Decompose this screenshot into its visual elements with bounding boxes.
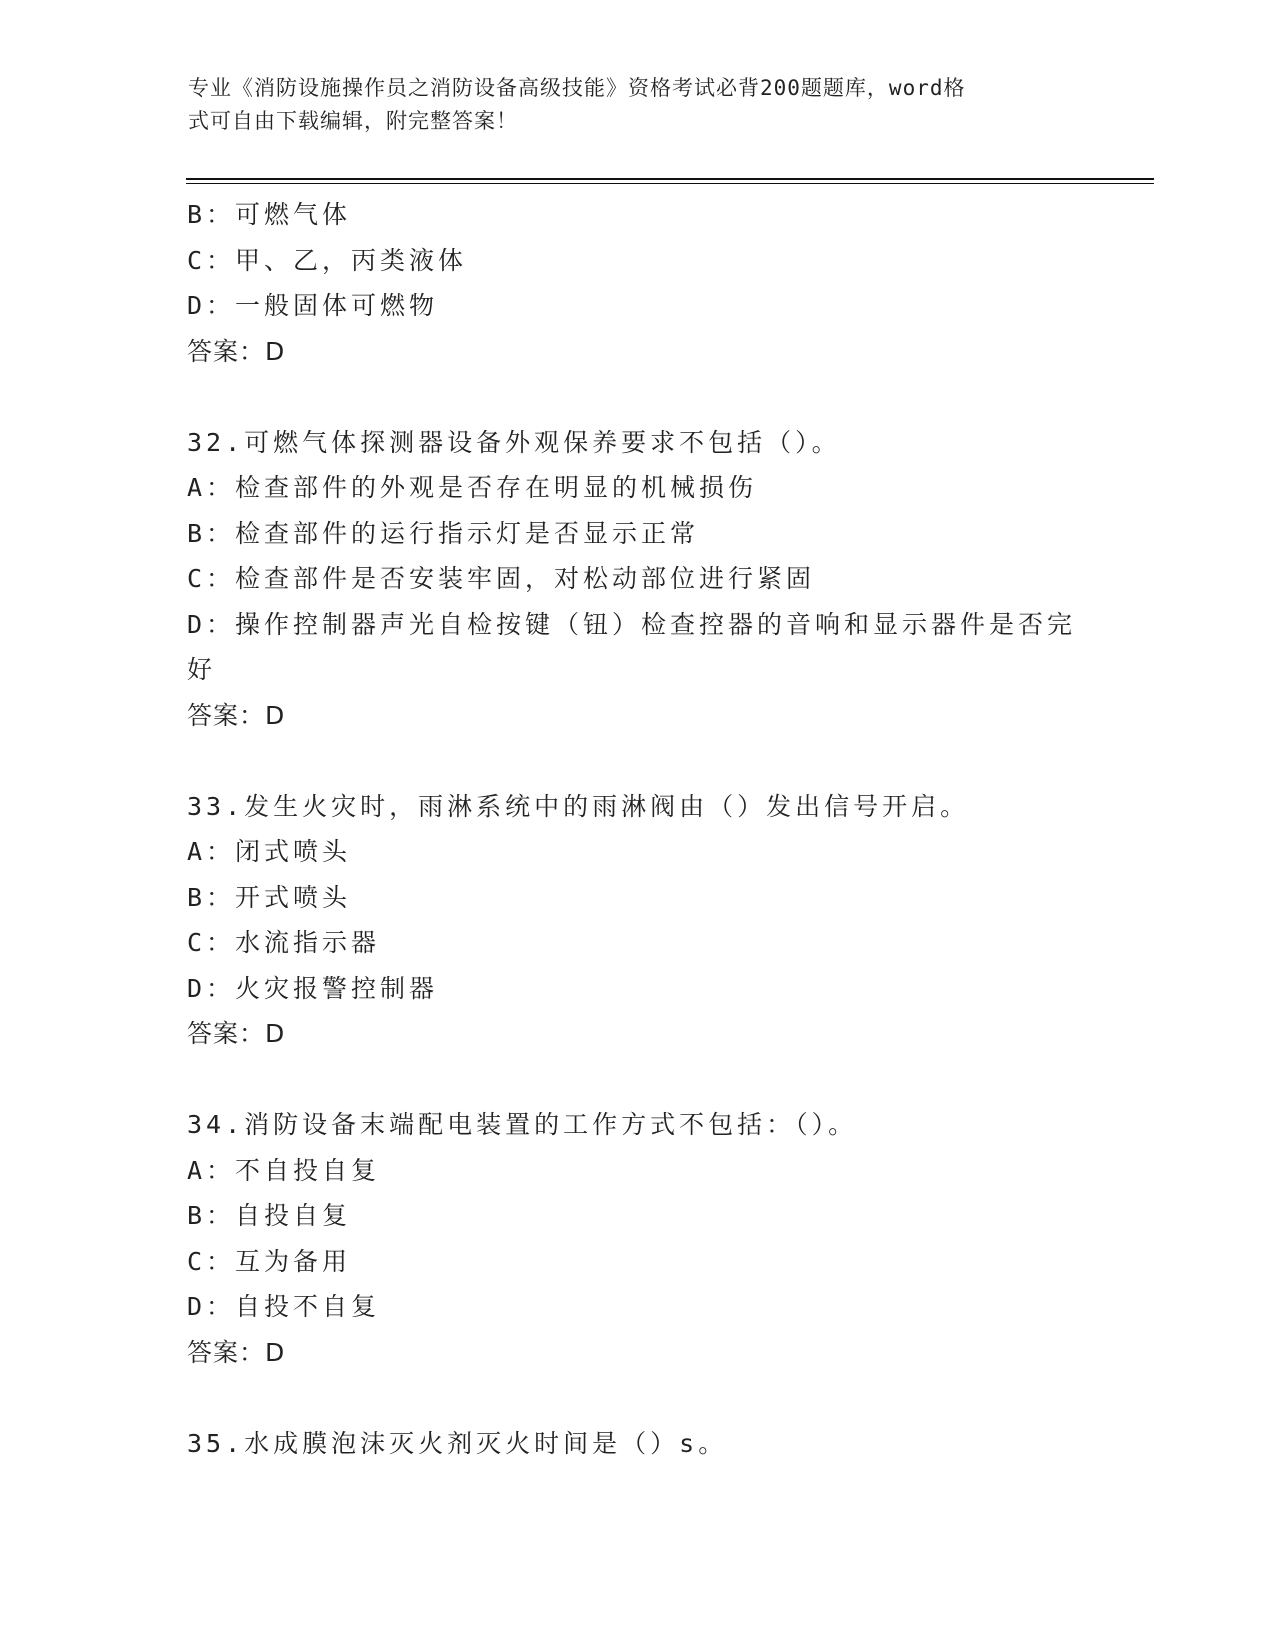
header-rule-thin	[186, 183, 1154, 184]
question-text: 34.消防设备末端配电装置的工作方式不包括：（）。	[187, 1110, 858, 1139]
question-text: 35.水成膜泡沫灭火剂灭火时间是（）s。	[187, 1428, 728, 1458]
option-a: A：检查部件的外观是否存在明显的机械损伤	[187, 473, 758, 502]
option-a: A：闭式喷头	[187, 837, 352, 866]
spacer	[187, 1057, 1087, 1103]
question-text: 32.可燃气体探测器设备外观保养要求不包括（）。	[187, 427, 841, 457]
spacer	[187, 374, 1087, 420]
spacer	[187, 738, 1087, 784]
spacer	[187, 1375, 1087, 1421]
header-rule-thick	[186, 178, 1154, 180]
option-c: C：甲、乙，丙类液体	[187, 245, 468, 275]
option-d: D：一般固体可燃物	[187, 291, 439, 320]
question-text: 33.发生火灾时，雨淋系统中的雨淋阀由（）发出信号开启。	[187, 791, 970, 821]
answer: 答案：D	[187, 1019, 286, 1048]
question-31-continued	[187, 192, 1087, 374]
option-b: B：自投自复	[187, 1201, 352, 1230]
answer: 答案：D	[187, 700, 286, 730]
header-line-2: 式可自由下载编辑，附完整答案！	[188, 109, 518, 133]
question-32	[187, 420, 1087, 739]
question-33	[187, 784, 1087, 1057]
option-b: B：开式喷头	[187, 882, 352, 912]
option-d: D：自投不自复	[187, 1292, 381, 1321]
option-b: B：可燃气体	[187, 200, 352, 229]
option-c: C：互为备用	[187, 1246, 352, 1276]
answer: 答案：D	[187, 1337, 286, 1367]
option-d: D：操作控制器声光自检按键（钮）检查控器的音响和显示器件是否完好	[187, 609, 1077, 684]
answer: 答案：D	[187, 336, 286, 366]
question-list	[187, 192, 1087, 1466]
document-header	[188, 72, 1068, 138]
option-c: C：检查部件是否安装牢固，对松动部位进行紧固	[187, 564, 816, 593]
question-34	[187, 1102, 1087, 1375]
option-a: A：不自投自复	[187, 1155, 381, 1185]
header-line-1: 专业《消防设施操作员之消防设备高级技能》资格考试必背200题题库，word格	[188, 76, 966, 100]
question-35	[187, 1421, 1087, 1467]
option-b: B：检查部件的运行指示灯是否显示正常	[187, 518, 700, 548]
option-c: C：水流指示器	[187, 928, 381, 957]
option-d: D：火灾报警控制器	[187, 973, 439, 1003]
